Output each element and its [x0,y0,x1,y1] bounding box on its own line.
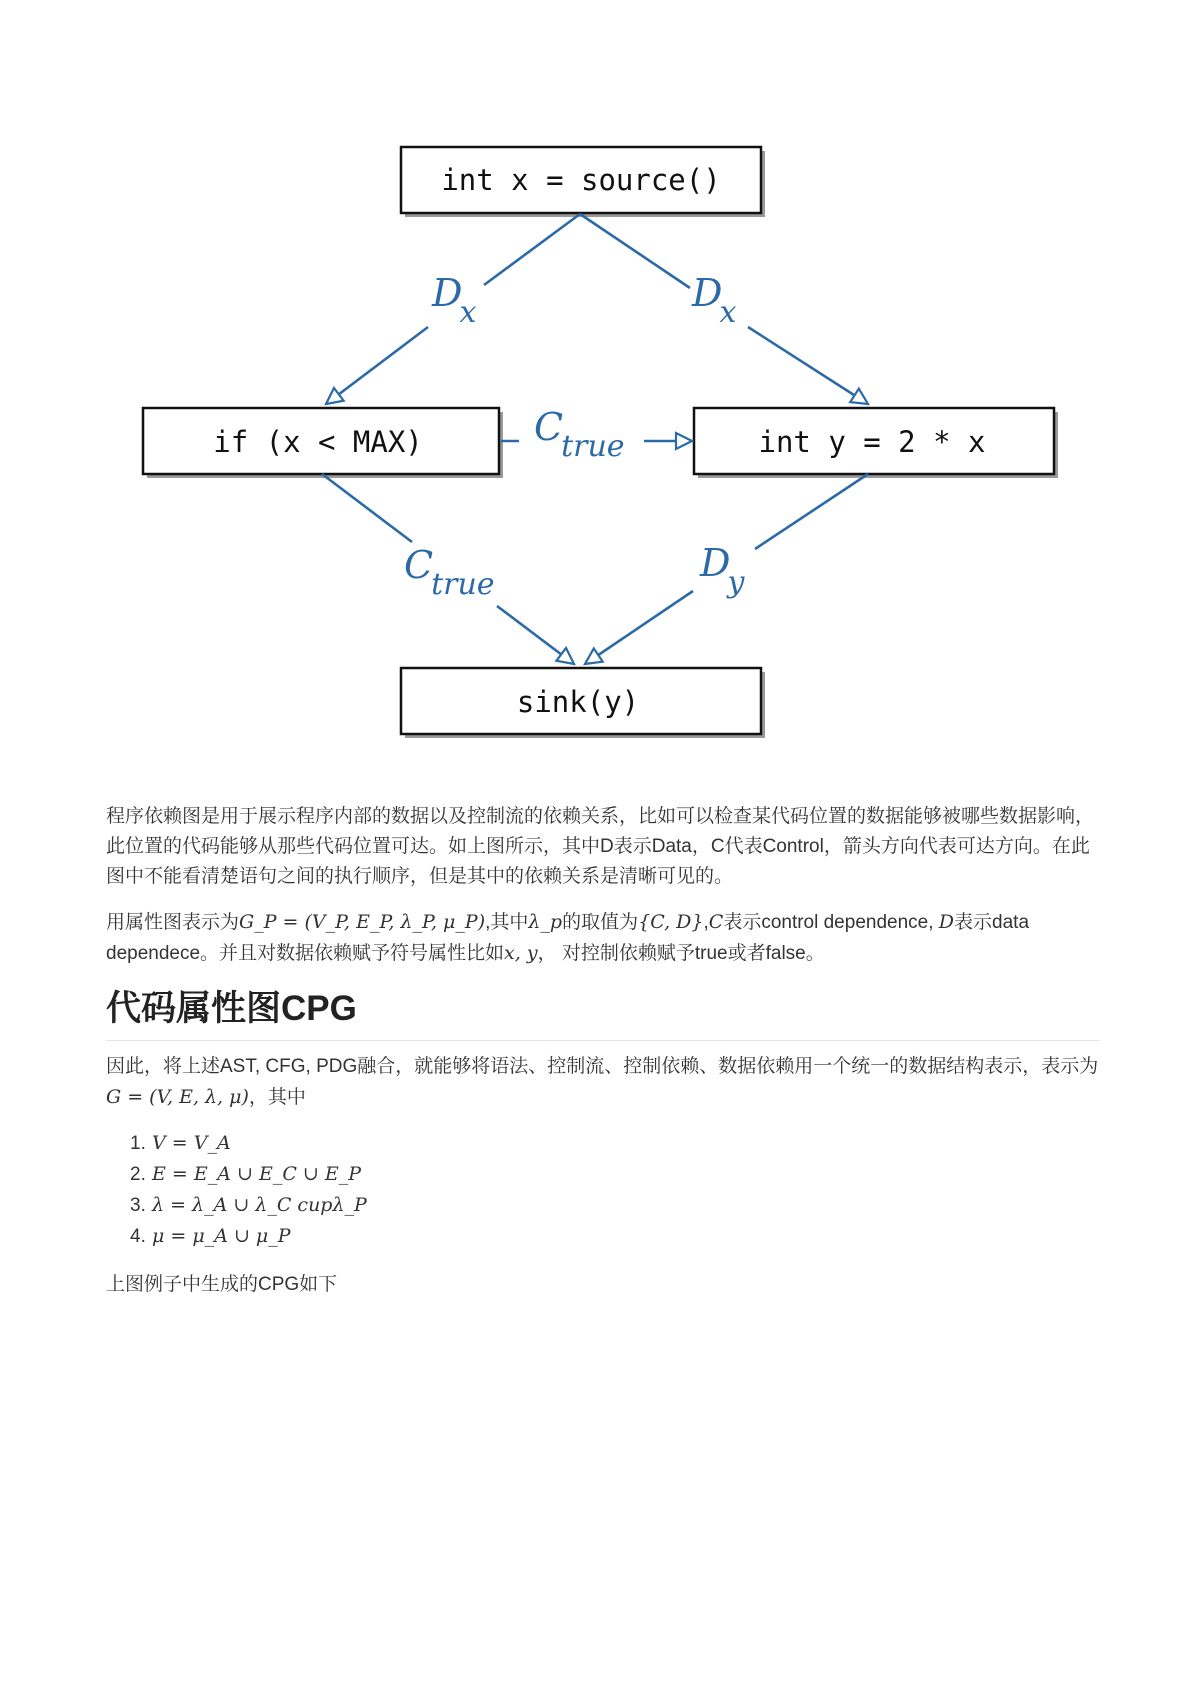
edge-if-sink [322,474,574,664]
node-if-label: if (x < MAX) [213,425,423,459]
formula-xy: x, y [504,942,538,964]
program-dependence-diagram [0,0,1200,760]
edge-source-assign [580,214,868,404]
paragraph-pdg-description: 程序依赖图是用于展示程序内部的数据以及控制流的依赖关系，比如可以检查某代码位置的数据能够被哪些数据影响，此位置的代码能够从那些代码位置可达。如上图所示，其中D表示Data，C代表Control，箭头方向代表可达方向。在此图中不能看清楚语句之间的执行顺序，但是其中的依赖关系是清晰可见的。 [106,806,1095,887]
edge-if-assign [501,405,692,464]
paragraph-property-graph: 用属性图表示为G_P = (V_P, E_P, λ_P, μ_P),其中λ_p的取值为{C, D},C表示control dependence, D表示data dependece。并且对数据依赖赋予符号属性比如x, y， 对控制依赖赋予true或者false。 [106,911,1030,964]
edge-label-dy: Dy [700,541,745,600]
list-item: 1. V = V_A [130,1132,231,1154]
node-assign-label: int y = 2 * x [758,425,986,459]
node-source [401,147,765,217]
node-assign [694,408,1058,478]
node-sink [401,668,765,738]
section-heading-cpg: 代码属性图CPG [106,986,1100,1041]
node-if [143,408,503,478]
formula-g: G = (V, E, λ, μ) [106,1086,249,1108]
edge-source-if [326,214,580,404]
edge-label-dx-right: Dx [692,271,737,330]
node-source-label: int x = source() [441,163,721,197]
formula-c: C [708,911,724,933]
formula-gp: G_P = (V_P, E_P, λ_P, μ_P) [239,911,486,933]
edge-label-ctrue-bottom: Ctrue [404,543,495,602]
formula-lambda-p: λ_p [528,911,563,933]
cpg-definition-list [130,1128,367,1252]
node-sink-label: sink(y) [516,685,640,719]
edge-label-dx-left: Dx [432,271,477,330]
paragraph-cpg-example: 上图例子中生成的CPG如下 [106,1274,338,1295]
edge-label-ctrue-middle: Ctrue [534,405,625,464]
list-item: 2. E = E_A ∪ E_C ∪ E_P [130,1163,362,1185]
formula-set-cd: {C, D} [638,911,704,933]
paragraph-cpg-intro: 因此，将上述AST, CFG, PDG融合，就能够将语法、控制流、控制依赖、数据依赖用一个统一的数据结构表示，表示为G = (V, E, λ, μ)，其中 [106,1056,1099,1108]
formula-d: D [938,911,955,933]
edge-assign-sink [585,474,868,664]
list-item: 4. μ = μ_A ∪ μ_P [130,1225,291,1247]
list-item: 3. λ = λ_A ∪ λ_C cupλ_P [130,1194,367,1216]
